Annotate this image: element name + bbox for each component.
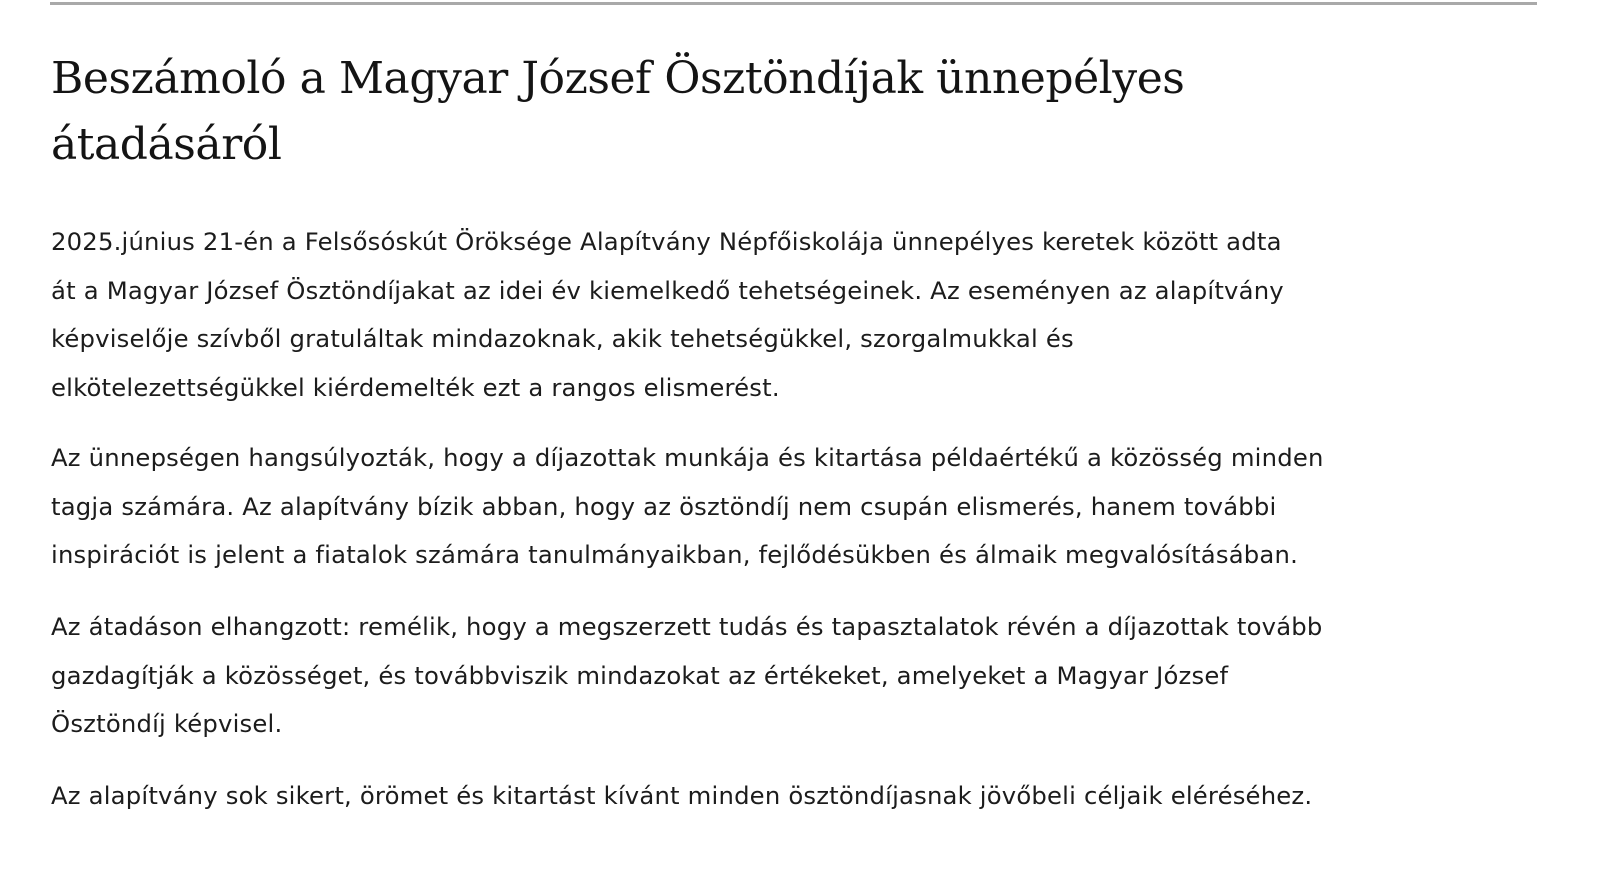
paragraph-celebration bbox=[51, 434, 1324, 580]
paragraph-award-ceremony bbox=[51, 218, 1284, 412]
paragraph-handover bbox=[51, 603, 1323, 749]
paragraph-line: inspirációt is jelent a fiatalok számára tanulmányaikban, fejlődésükben és álmaik megvalósításában. bbox=[51, 540, 1298, 569]
paragraph-line: át a Magyar József Ösztöndíjakat az idei év kiemelkedő tehetségeinek. Az eseményen az alapítvány bbox=[51, 275, 1284, 305]
paragraph-line: 2025.június 21-én a Felsősóskút Öröksége Alapítvány Népfőiskolája ünnepélyes keretek között adta bbox=[51, 227, 1282, 256]
paragraph-line: Az ünnepségen hangsúlyozták, hogy a díjazottak munkája és kitartása példaértékű a közösség minden bbox=[51, 443, 1324, 472]
paragraph-line: Az alapítvány sok sikert, örömet és kitartást kívánt minden ösztöndíjasnak jövőbeli céljaik eléréséhez. bbox=[51, 781, 1313, 810]
paragraph-line: tagja számára. Az alapítvány bízik abban, hogy az ösztöndíj nem csupán elismerés, hanem további bbox=[51, 491, 1277, 521]
paragraph-line: képviselője szívből gratuláltak mindazoknak, akik tehetségükkel, szorgalmukkal és bbox=[51, 324, 1074, 353]
title-line: átadásáról bbox=[51, 119, 282, 170]
document-title bbox=[51, 46, 1551, 178]
paragraph-line: Az átadáson elhangzott: remélik, hogy a megszerzett tudás és tapasztalatok révén a díjazottak tovább bbox=[51, 612, 1323, 641]
paragraph-line: Ösztöndíj képvisel. bbox=[51, 709, 283, 738]
title-line: Beszámoló a Magyar József Ösztöndíjak ünnepélyes bbox=[51, 53, 1185, 104]
paragraph-line: elkötelezettségükkel kiérdemelték ezt a rangos elismerést. bbox=[51, 372, 780, 402]
top-divider bbox=[50, 2, 1537, 5]
paragraph-line: gazdagítják a közösséget, és továbbviszik mindazokat az értékeket, amelyeket a Magyar József bbox=[51, 660, 1229, 690]
paragraph-closing-wishes bbox=[51, 772, 1312, 821]
